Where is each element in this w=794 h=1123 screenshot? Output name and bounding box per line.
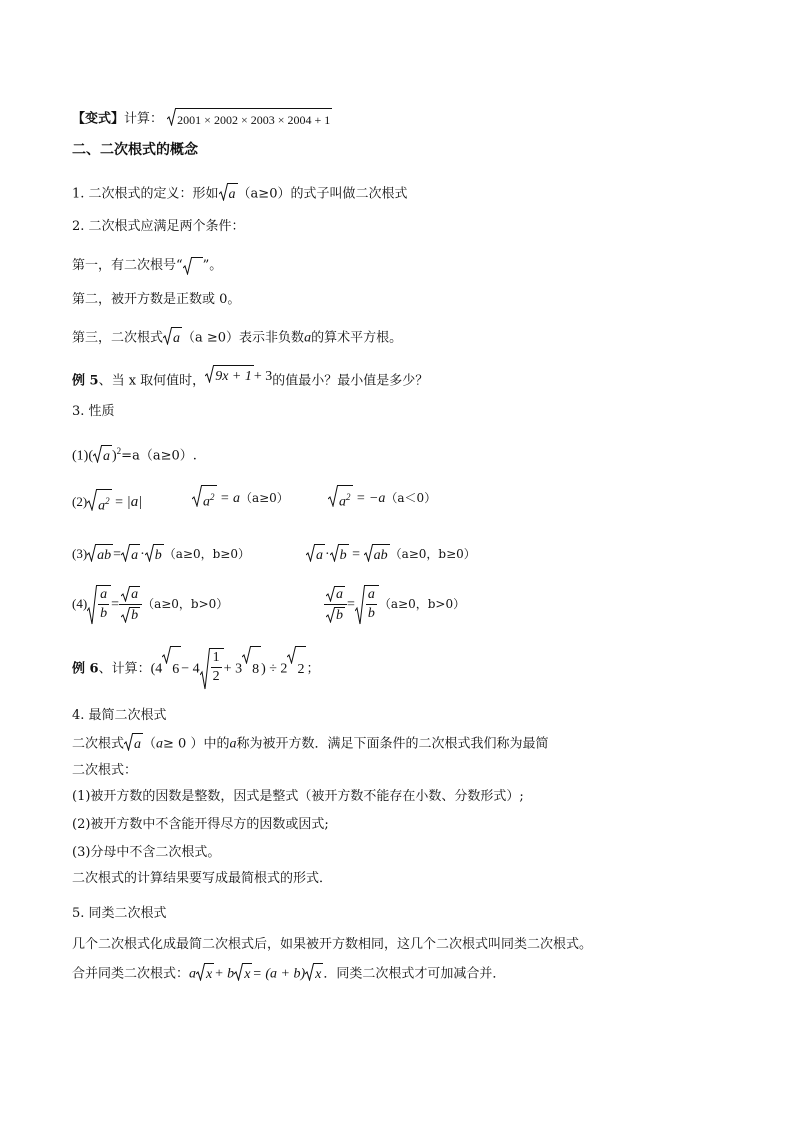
condition-3: 第三，二次根式 a （a ≥0）表示非负数a的算术平方根。: [72, 327, 402, 349]
property-1: (1)( a )$^2$=a（a≥0）.: [72, 441, 197, 467]
example-5: 例 5、当 x 取何值时， 9x + 1 + 3的值最小？最小值是多少？: [72, 370, 428, 392]
radical-sign-icon: [328, 485, 338, 507]
radical-sign-icon: [305, 963, 314, 981]
property-2: (2) $a^2$ = |a|: [72, 489, 142, 517]
property-2c: $a^2$ = −a（a＜0）: [328, 485, 436, 513]
radical-sign-icon: [87, 544, 96, 562]
simplest-line-2: 二次根式：: [72, 763, 138, 778]
radical-sign-icon: [355, 585, 365, 625]
example-6: 例 6、计算：(4 6 − 4 $\frac{1}{2}$ + 3 8 ) ÷ 2 2 ；: [72, 646, 319, 692]
bianshi-line: [72, 108, 332, 130]
radical-sign-icon: [163, 327, 172, 345]
radical-sign-icon: [192, 485, 202, 507]
condition-2: 第二，被开方数是正数或 0。: [72, 292, 241, 307]
radical-sign-icon: [196, 963, 205, 981]
simplest-note: 二次根式的计算结果要写成最简根式的形式．: [72, 871, 333, 886]
radical-sign-icon: [234, 963, 243, 981]
property-3: (3) ab = a · b （a≥0，b≥0）: [72, 544, 250, 566]
radical-sign-icon: [200, 648, 210, 690]
simplest-cond-1: (1)被开方数的因数是整数，因式是整式（被开方数不能存在小数、分数形式）;: [72, 789, 524, 804]
property-4b: $\frac{a}{b}$ = $\frac{a}{b}$ （a≥0，b>0）: [324, 584, 465, 625]
p4-radical-fraction: $\frac{a}{b}$: [119, 586, 142, 623]
radical-sign-icon: [167, 108, 176, 126]
radical-sign-icon: [162, 646, 171, 664]
def-radical-a: a: [219, 183, 238, 205]
similar-definition: 几个二次根式化成最简二次根式后，如果被开方数相同，这几个二次根式叫同类二次根式。: [72, 937, 593, 952]
similar-merge: 合并同类二次根式：a x + b x = (a + b) x ．同类二次根式才可加减合并．: [72, 963, 505, 985]
simplest-line-1: 二次根式 a （a≥ 0 ）中的a称为被开方数．满足下面条件的二次根式我们称为最简: [72, 733, 548, 755]
radical-sign-icon: [287, 646, 296, 664]
radical-sign-icon: [87, 489, 97, 511]
property-4: (4) $\frac{a}{b}$ = $\frac{a}{b}$ （a≥0，b>0）: [72, 586, 229, 624]
section2-heading: 二、二次根式的概念: [72, 142, 198, 158]
radical-sign-icon: [205, 365, 214, 383]
radical-sign-icon: [330, 544, 339, 562]
radical-sign-icon: [121, 586, 130, 602]
property-2b: $a^2$ = a（a≥0）: [192, 485, 289, 513]
radical-sign-icon: [87, 585, 97, 625]
property-3b: a · b = ab （a≥0，b≥0）: [306, 544, 476, 566]
bianshi-radical: 2001 × 2002 × 2003 × 2004 + 1: [167, 108, 332, 130]
radical-sign-icon: [306, 544, 315, 562]
radical-sign-icon: [326, 607, 335, 623]
similar-heading: 5. 同类二次根式: [72, 906, 167, 921]
radical-symbol: [183, 257, 203, 275]
radical-sign-icon: [124, 733, 133, 751]
ex5-radical: 9x + 1: [205, 365, 254, 387]
properties-heading: 3. 性质: [72, 404, 115, 419]
radical-sign-icon: [219, 183, 228, 201]
simplest-cond-3: (3)分母中不含二次根式。: [72, 845, 221, 860]
radical-sign-icon: [145, 544, 154, 562]
cond3-radical-a: a: [163, 327, 182, 349]
simplest-heading: 4. 最简二次根式: [72, 708, 167, 723]
bianshi-label: 计算：: [124, 111, 164, 127]
radical-sign-icon: [242, 646, 251, 664]
radical-sign-icon: [364, 544, 373, 562]
condition-1: 第一，有二次根号“ ”。: [72, 258, 223, 273]
def-line-1: 1. 二次根式的定义：形如 a （a≥0）的式子叫做二次根式: [72, 183, 407, 205]
radical-sign-icon: [183, 257, 192, 275]
simplest-cond-2: (2)被开方数中不含能开得尽方的因数或因式;: [72, 817, 329, 832]
radical-sign-icon: [93, 445, 102, 463]
bianshi-tag: 【变式】: [72, 111, 125, 127]
def-line-2: 2. 二次根式应满足两个条件：: [72, 219, 245, 234]
radical-sign-icon: [326, 586, 335, 602]
radical-sign-icon: [121, 607, 130, 623]
radical-sign-icon: [121, 544, 130, 562]
